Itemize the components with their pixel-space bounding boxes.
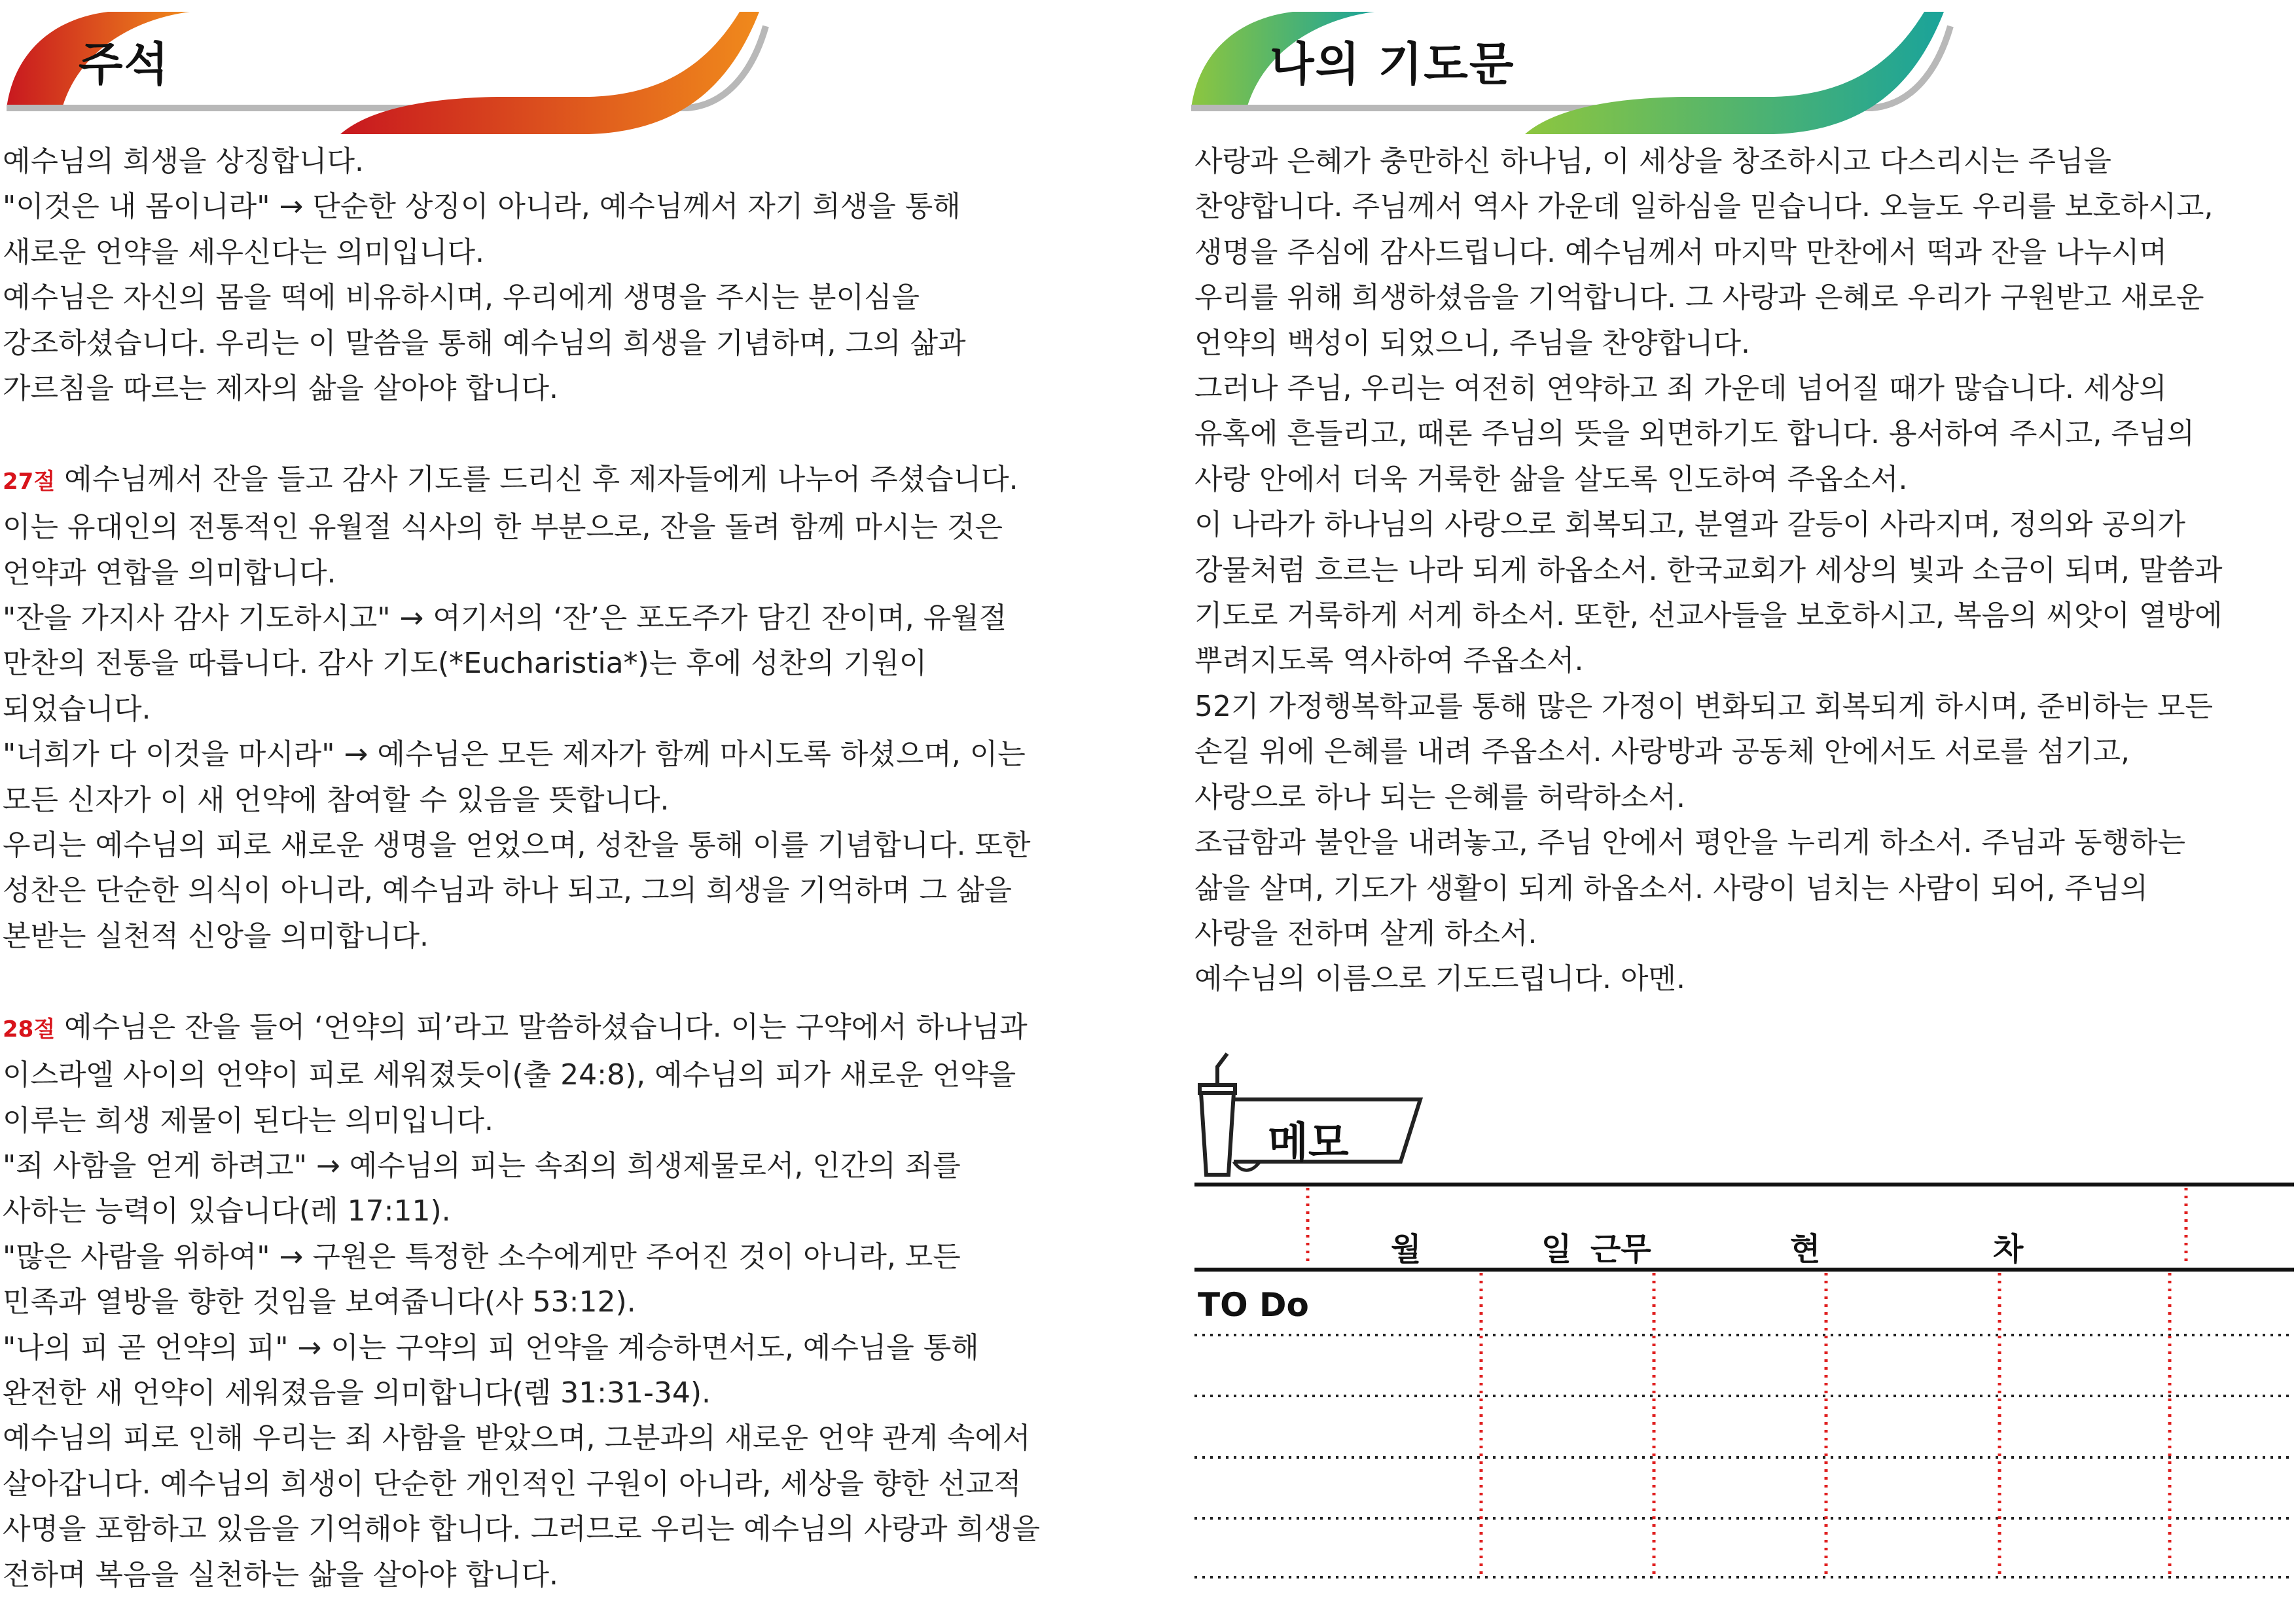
header-month: 월 [1391, 1231, 1422, 1268]
commentary-line-text: 예수님의 희생을 상징합니다. [3, 145, 365, 178]
commentary-title: 주석 [79, 37, 170, 91]
memo-table [1188, 1171, 2296, 1623]
commentary-line [3, 596, 1109, 641]
commentary-line-text: 되었습니다. [3, 692, 151, 726]
prayer-line: 사랑으로 하나 되는 은혜를 허락하소서. [1194, 780, 1685, 814]
header-current: 현 [1790, 1231, 1821, 1268]
commentary-line-text: 성찬은 단순한 의식이 아니라, 예수님과 하나 되고, 그의 희생을 기억하며 그 삶을 [3, 874, 1012, 908]
commentary-line [3, 1005, 1109, 1052]
commentary-line [3, 550, 1109, 596]
commentary-line-text: 예수님은 자신의 몸을 떡에 비유하시며, 우리에게 생명을 주시는 분이심을 [3, 281, 920, 315]
commentary-line [3, 1188, 1109, 1234]
commentary-line [3, 1234, 1109, 1279]
commentary-line [3, 1279, 1109, 1325]
commentary-line-text: 본받는 실천적 신앙을 의미합니다. [3, 919, 429, 953]
prayer-title: 나의 기도문 [1270, 37, 1515, 91]
commentary-line [3, 184, 1109, 229]
commentary-line-text: 만찬의 전통을 따릅니다. 감사 기도(*Eucharistia*)는 후에 성찬의 기원이 [3, 647, 927, 681]
commentary-line [3, 505, 1109, 550]
commentary-line-text: 예수님의 피로 인해 우리는 죄 사함을 받았으며, 그분과의 새로운 언약 관계 속에서 [3, 1421, 1031, 1455]
paragraph-gap [3, 959, 1109, 1004]
prayer-line: 삶을 살며, 기도가 생활이 되게 하옵소서. 사랑이 넘치는 사람이 되어, 주님의 [1194, 871, 2148, 905]
prayer-line: 손길 위에 은혜를 내려 주옵소서. 사랑방과 공동체 안에서도 서로를 섬기고, [1194, 735, 2130, 769]
verse-number: 27절 [3, 468, 56, 495]
commentary-line [3, 1370, 1109, 1416]
prayer-line: 예수님의 이름으로 기도드립니다. 아멘. [1194, 962, 1685, 996]
prayer-line: 생명을 주심에 감사드립니다. 예수님께서 마지막 만찬에서 떡과 잔을 나누시며 [1194, 235, 2168, 269]
commentary-line-text: "나의 피 곧 언약의 피" → 이는 구약의 피 언약을 계승하면서도, 예수님을 통해 [3, 1330, 979, 1364]
commentary-line-text: 전하며 복음을 실천하는 삶을 살아야 합니다. [3, 1558, 558, 1592]
commentary-line-text: 예수님은 잔을 들어 ‘언약의 피’라고 말씀하셨습니다. 이는 구약에서 하나님과 [55, 1010, 1028, 1044]
commentary-line [3, 457, 1109, 505]
commentary-line-text: "이것은 내 몸이니라" → 단순한 상징이 아니라, 예수님께서 자기 희생을 통해 [3, 190, 961, 224]
commentary-banner [0, 0, 1113, 137]
prayer-line: 조급함과 불안을 내려놓고, 주님 안에서 평안을 누리게 하소서. 주님과 동행하는 [1194, 826, 2185, 860]
verse-number: 28절 [3, 1016, 56, 1043]
commentary-line-text: 완전한 새 언약이 세워졌음을 의미합니다(렘 31:31-34). [3, 1376, 711, 1410]
paragraph-gap [3, 411, 1109, 456]
prayer-line: 사랑과 은혜가 충만하신 하나님, 이 세상을 창조하시고 다스리시는 주님을 [1194, 145, 2111, 178]
prayer-line: 기도로 거룩하게 서게 하소서. 또한, 선교사들을 보호하시고, 복음의 씨앗이 열방에 [1194, 599, 2223, 633]
prayer-line: 사랑 안에서 더욱 거룩한 삶을 살도록 인도하여 주옵소서. [1194, 462, 1908, 496]
commentary-line [3, 914, 1109, 959]
prayer-line: 찬양합니다. 주님께서 역사 가운데 일하심을 믿습니다. 오늘도 우리를 보호하시고, [1194, 190, 2214, 224]
commentary-line-text: 강조하셨습니다. 우리는 이 말씀을 통해 예수님의 희생을 기념하며, 그의 삶과 [3, 326, 966, 360]
commentary-line [3, 1052, 1109, 1097]
prayer-line: 이 나라가 하나님의 사랑으로 회복되고, 분열과 갈등이 사라지며, 정의와 공의가 [1194, 508, 2185, 542]
commentary-line [3, 732, 1109, 777]
commentary-line-text: "잔을 가지사 감사 기도하시고" → 여기서의 ‘잔’은 포도주가 담긴 잔이며, 유월절 [3, 601, 1007, 635]
cup-icon [1200, 1054, 1235, 1175]
prayer-text [1194, 139, 2296, 1002]
commentary-line-text: 살아갑니다. 예수님의 희생이 단순한 개인적인 구원이 아니라, 세상을 향한 선교적 [3, 1467, 1022, 1501]
commentary-line-text: 이스라엘 사이의 언약이 피로 세워졌듯이(출 24:8), 예수님의 피가 새로운 언약을 [3, 1058, 1016, 1092]
commentary-line [3, 230, 1109, 275]
commentary-line [3, 321, 1109, 366]
commentary-line [3, 1098, 1109, 1143]
memo-title: 메모 [1268, 1119, 1349, 1168]
commentary-text [3, 139, 1109, 1597]
commentary-line [3, 1143, 1109, 1188]
commentary-line-text: 언약과 연합을 의미합니다. [3, 556, 336, 590]
commentary-line [3, 1552, 1109, 1597]
commentary-line-text: "많은 사람을 위하여" → 구원은 특정한 소수에게만 주어진 것이 아니라, 모든 [3, 1240, 961, 1274]
prayer-line: 사랑을 전하며 살게 하소서. [1194, 916, 1537, 950]
commentary-line [3, 366, 1109, 411]
header-work: 근무 [1590, 1231, 1651, 1268]
header-order: 차 [1993, 1231, 2024, 1268]
prayer-line: 유혹에 흔들리고, 때론 주님의 뜻을 외면하기도 합니다. 용서하여 주시고, 주님의 [1194, 417, 2195, 451]
commentary-line [3, 777, 1109, 823]
commentary-line-text: "죄 사함을 얻게 하려고" → 예수님의 피는 속죄의 희생제물로서, 인간의 죄를 [3, 1149, 961, 1183]
commentary-line-text: 모든 신자가 이 새 언약에 참여할 수 있음을 뜻합니다. [3, 783, 670, 817]
commentary-line-text: 새로운 언약을 세우신다는 의미입니다. [3, 235, 485, 269]
prayer-line: 뿌려지도록 역사하여 주옵소서. [1194, 644, 1584, 678]
commentary-line-text: 예수님께서 잔을 들고 감사 기도를 드리신 후 제자들에게 나누어 주셨습니다. [55, 462, 1018, 496]
commentary-line [3, 139, 1109, 184]
commentary-line [3, 687, 1109, 732]
prayer-line: 52기 가정행복학교를 통해 많은 가정이 변화되고 회복되게 하시며, 준비하는 모든 [1194, 689, 2213, 723]
commentary-line [3, 275, 1109, 320]
todo-label: TO Do [1198, 1286, 1309, 1324]
commentary-line [3, 1461, 1109, 1507]
commentary-line [3, 1325, 1109, 1370]
commentary-line-text: 우리는 예수님의 피로 새로운 생명을 얻었으며, 성찬을 통해 이를 기념합니다. 또한 [3, 829, 1031, 863]
prayer-line: 그러나 주님, 우리는 여전히 연약하고 죄 가운데 넘어질 때가 많습니다. 세상의 [1194, 372, 2167, 406]
commentary-line-text: "너희가 다 이것을 마시라" → 예수님은 모든 제자가 함께 마시도록 하셨으며, 이는 [3, 738, 1026, 772]
commentary-line [3, 823, 1109, 868]
commentary-line [3, 868, 1109, 913]
header-day: 일 [1541, 1231, 1572, 1268]
prayer-column [1188, 0, 2296, 996]
commentary-line [3, 641, 1109, 686]
commentary-line-text: 민족과 열방을 향한 것임을 보여줍니다(사 53:12). [3, 1285, 636, 1319]
commentary-line-text: 사하는 능력이 있습니다(레 17:11). [3, 1194, 451, 1228]
commentary-line-text: 이루는 희생 제물이 된다는 의미입니다. [3, 1103, 493, 1137]
commentary-column [0, 0, 1113, 1592]
prayer-line: 우리를 위해 희생하셨음을 기억합니다. 그 사랑과 은혜로 우리가 구원받고 새로운 [1194, 281, 2204, 315]
commentary-line-text: 이는 유대인의 전통적인 유월절 식사의 한 부분으로, 잔을 돌려 함께 마시는 것은 [3, 510, 1003, 544]
commentary-line-text: 가르침을 따르는 제자의 삶을 살아야 합니다. [3, 372, 558, 406]
prayer-banner [1188, 0, 2296, 137]
commentary-line [3, 1416, 1109, 1461]
prayer-line: 언약의 백성이 되었으니, 주님을 찬양합니다. [1194, 326, 1750, 360]
commentary-line [3, 1507, 1109, 1552]
prayer-line: 강물처럼 흐르는 나라 되게 하옵소서. 한국교회가 세상의 빛과 소금이 되며, 말씀과 [1194, 553, 2223, 587]
commentary-line-text: 사명을 포함하고 있음을 기억해야 합니다. 그러므로 우리는 예수님의 사랑과 희생을 [3, 1512, 1040, 1546]
